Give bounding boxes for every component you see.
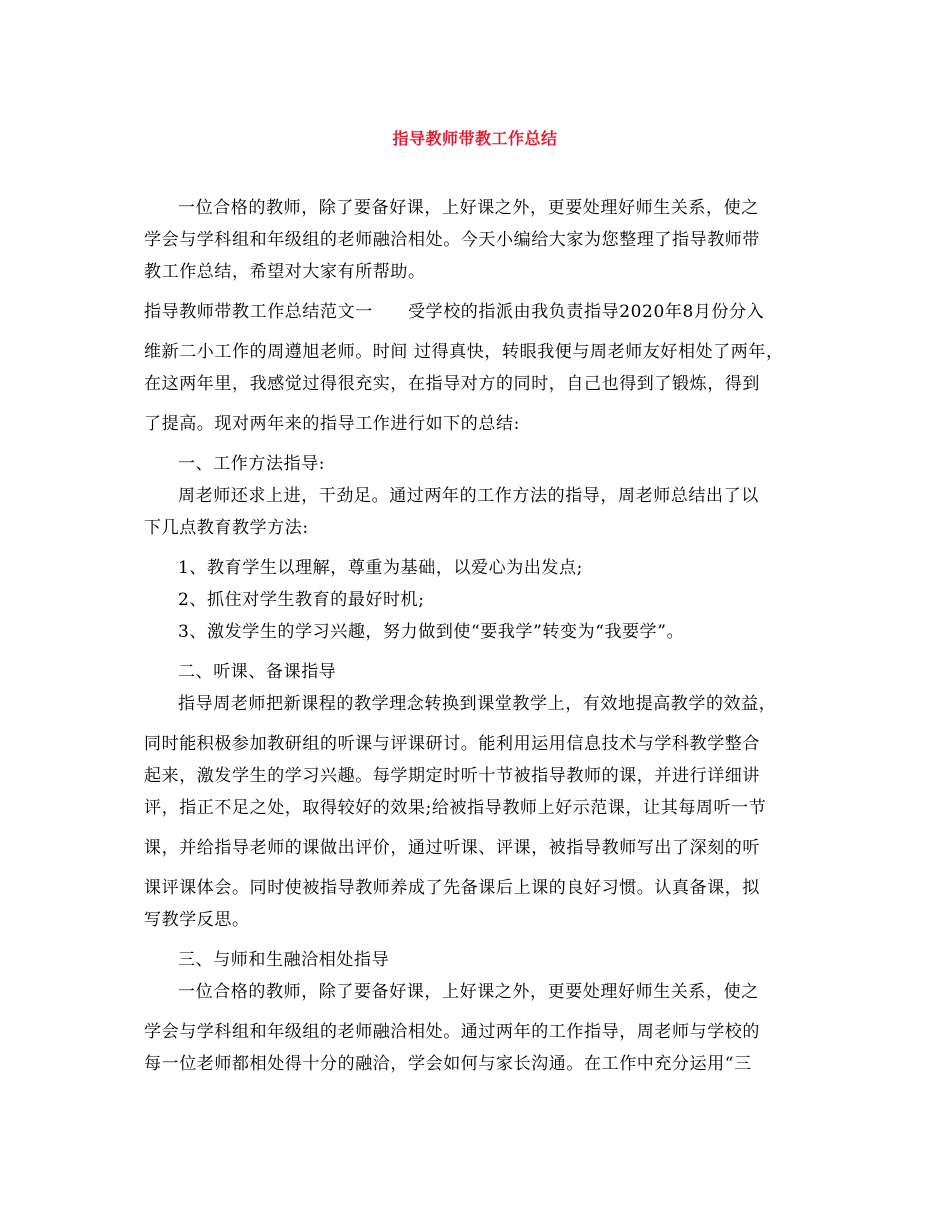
paragraph-line: 一位合格的教师，除了要备好课，上好课之外，更要处理好师生关系，使之 bbox=[178, 982, 759, 1002]
paragraph-line: 学会与学科组和年级组的老师融洽相处。今天小编给大家为您整理了指导教师带 bbox=[144, 230, 760, 250]
document-title: 指导教师带教工作总结 bbox=[392, 129, 558, 148]
paragraph-line: 同时能积极参加教研组的听课与评课研讨。能利用运用信息技术与学科教学整合 bbox=[144, 734, 760, 754]
list-item: 3、激发学生的学习兴趣，努力做到使“要我学”转变为“我要学”。 bbox=[178, 622, 685, 642]
paragraph-line: 每一位老师都相处得十分的融洽，学会如何与家长沟通。在工作中充分运用“三 bbox=[144, 1054, 752, 1074]
paragraph-line: 学会与学科组和年级组的老师融洽相处。通过两年的工作指导，周老师与学校的 bbox=[144, 1022, 760, 1042]
paragraph-line: 一位合格的教师，除了要备好课，上好课之外，更要处理好师生关系，使之 bbox=[178, 198, 759, 218]
section-heading: 三、与师和生融洽相处指导 bbox=[178, 950, 390, 970]
paragraph-line: 下几点教育教学方法: bbox=[144, 518, 309, 538]
paragraph-line: 在这两年里，我感觉过得很充实，在指导对方的同时，自己也得到了锻炼，得到 bbox=[144, 374, 760, 394]
paragraph-line: 起来，激发学生的学习兴趣。每学期定时听十节被指导教师的课，并进行详细讲 bbox=[144, 766, 760, 786]
paragraph-line: 了提高。现对两年来的指导工作进行如下的总结: bbox=[144, 414, 520, 434]
list-item: 1、教育学生以理解，尊重为基础，以爱心为出发点; bbox=[178, 558, 583, 578]
paragraph-line: 评，指正不足之处，取得较好的效果;给被指导教师上好示范课，让其每周听一节 bbox=[144, 798, 767, 818]
paragraph-line: 课，并给指导老师的课做出评价，通过听课、评课，被指导教师写出了深刻的听 bbox=[144, 838, 760, 858]
list-item: 2、抓住对学生教育的最好时机; bbox=[178, 590, 425, 610]
paragraph-line: 课评课体会。同时使被指导教师养成了先备课后上课的良好习惯。认真备课，拟 bbox=[144, 878, 760, 898]
paragraph-line: 教工作总结，希望对大家有所帮助。 bbox=[144, 262, 426, 282]
paragraph-line: 指导教师带教工作总结范文一 受学校的指派由我负责指导2020年8月份分入 bbox=[144, 302, 765, 322]
paragraph-line: 周老师还求上进，干劲足。通过两年的工作方法的指导，周老师总结出了以 bbox=[178, 486, 759, 506]
paragraph-line: 写教学反思。 bbox=[144, 910, 250, 930]
paragraph-line: 维新二小工作的周遵旭老师。时间 过得真快，转眼我便与周老师友好相处了两年， bbox=[144, 342, 784, 362]
section-heading: 一、工作方法指导: bbox=[178, 454, 326, 474]
section-heading: 二、听课、备课指导 bbox=[178, 662, 337, 682]
paragraph-line: 指导周老师把新课程的教学理念转换到课堂教学上，有效地提高教学的效益， bbox=[178, 694, 777, 714]
